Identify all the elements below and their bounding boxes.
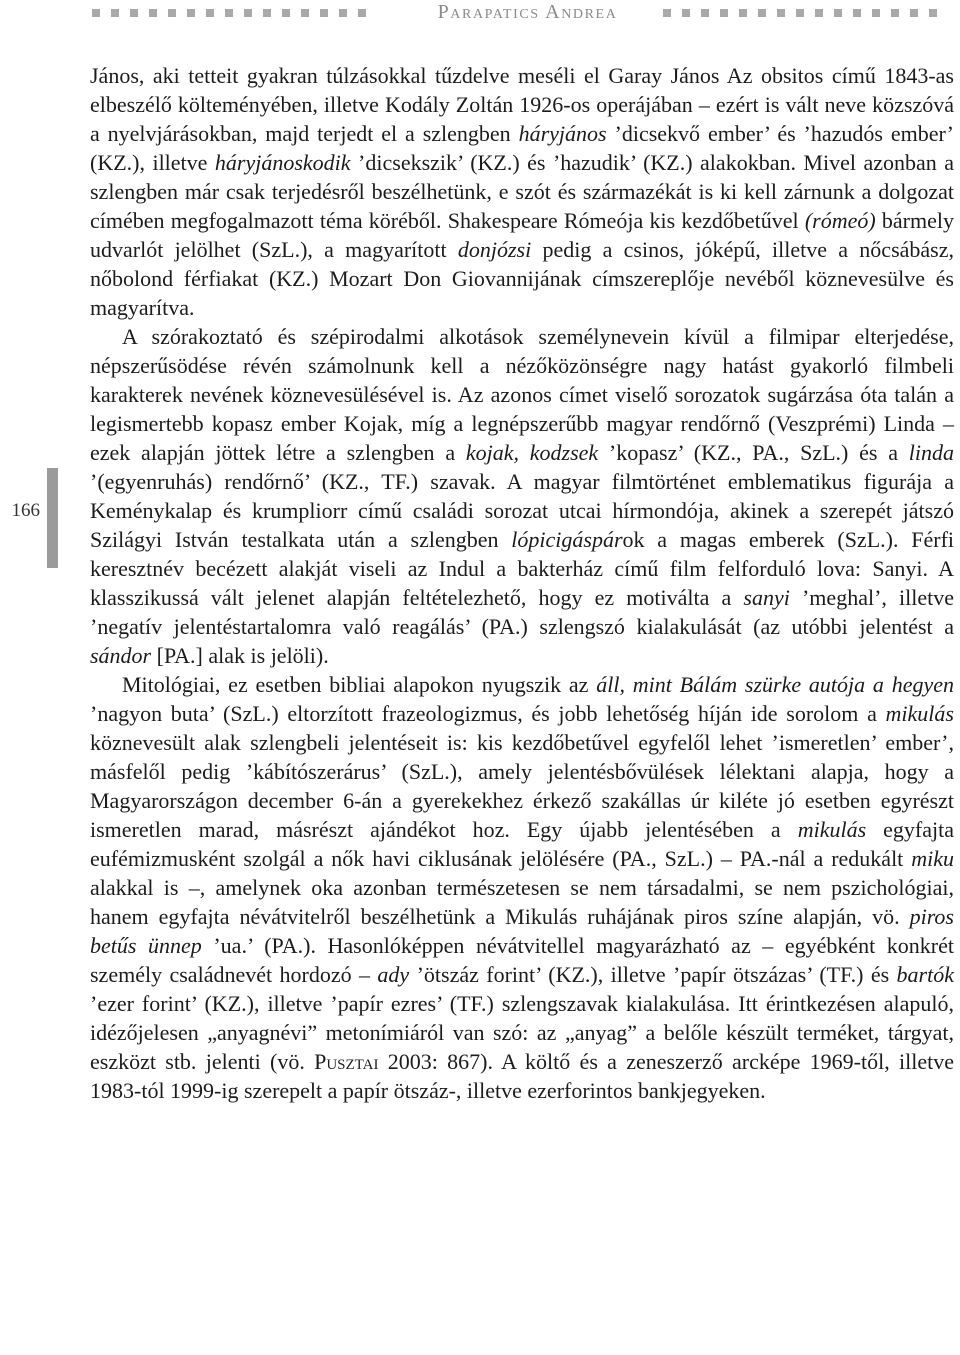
margin-bar (47, 468, 58, 568)
text-run: köznevesült alak szlengbeli jelentéseit is: kis kezdőbetűvel egyfelől lehet ’ismeretlen’ ember’, másfelől pedig ’kábítószerárus’ (SzL.), amely jelentésbővülések lélektani alapja, hogy a Magyarországon december 6-án a gyerekekhez érkező szakállas úr kiléte jó esetben egyrészt ismeretlen marad, másrészt ajándékot hoz. Egy újabb jelentésében a (90, 730, 954, 842)
header-dot (758, 9, 766, 17)
text-run: ’ezer forint’ (KZ.), illetve ’papír ezres’ (TF.) szlengszavak kialakulása. Itt érintkezésen alapuló, idézőjelesen „anyagnévi” metonímiáról van szó: az „anyag” a belőle készült terméket, tárgyat, eszközt stb. jelenti (vö. (90, 991, 954, 1074)
header-dot (796, 9, 804, 17)
text-run: ’(egyenruhás) rendőrnő’ (KZ., TF.) szavak. A magyar filmtörténet emblematikus figurája a Keménykalap és krumpliorr című családi sorozat utcai hírmondója, akinek a szerepét játszó Szilágyi István testalkata után a szlengben (90, 469, 954, 552)
header-dot (168, 9, 176, 17)
header-dot (701, 9, 709, 17)
italic-term: lópicigáspár (511, 527, 623, 552)
text-run: A szórakoztató és szépirodalmi alkotások személynevein kívül a filmipar elterjedése, népszerűsödése révén számolnunk kell a nézőközönségre nagy hatást gyakorló filmbeli karakterek nevének köznevesülésével is. Az azonos címet viselő sorozatok sugárzása óta talán a legismertebb kopasz ember Kojak, míg a legnépszerűbb magyar rendőrnő (Veszprémi) Linda – ezek alapján jöttek létre a szlengben a (90, 324, 954, 465)
header-dot (225, 9, 233, 17)
header-dots-right (663, 9, 937, 17)
text-run: ’ötszáz forint’ (KZ.), illetve ’papír ötszázas’ (TF.) és (409, 962, 897, 987)
italic-term: kojak, kodzsek (465, 440, 599, 465)
italic-term: háryjánoskodik (214, 150, 351, 175)
text-run: ’meghal’, illetve ’negatív jelentéstartalomra való reagálás’ (PA.) szlengszó kialakulását (az utóbbi jelentést a (90, 585, 954, 639)
header-dot (663, 9, 671, 17)
author-citation: Pusztai (314, 1049, 379, 1074)
italic-term: ady (377, 962, 410, 987)
text-run: ’kopasz’ (KZ., PA., SzL.) és a (598, 440, 909, 465)
header-dot (777, 9, 785, 17)
header-dot (358, 9, 366, 17)
page-number: 166 (11, 500, 40, 521)
header-dot (872, 9, 880, 17)
italic-term: miku (911, 846, 954, 871)
header-dot (339, 9, 347, 17)
text-run: ’dicsekvő ember’ és ’hazudós ember’ (KZ.), illetve (90, 121, 954, 175)
text-run: ’nagyon buta’ (SzL.) eltorzított frazeologizmus, és jobb lehetőség híján ide sorolom a (90, 701, 886, 726)
text-run: ’ua.’ (PA.). Hasonlóképpen névátvitellel magyarázható az – egyébként konkrét személy családnevét hordozó – (90, 933, 955, 987)
header-dot (111, 9, 119, 17)
text-run: [PA.] alak is jelöli). (151, 643, 329, 668)
text-run: János, aki tetteit gyakran túlzásokkal tűzdelve meséli el Garay János Az obsitos című 1843-as elbeszélő költeményében, illetve Kodály Zoltán 1926-os operájában – ezért is vált neve közszóvá a nyelvjárásokban, majd terjedt el a szlengben (90, 63, 954, 146)
header-dot (910, 9, 918, 17)
header-dots-left (92, 9, 366, 17)
header-dot (834, 9, 842, 17)
header-dot (320, 9, 328, 17)
header-dot (720, 9, 728, 17)
paragraph (90, 61, 954, 322)
body-text (90, 61, 954, 1105)
header-dot (206, 9, 214, 17)
header-dot (929, 9, 937, 17)
text-run: pedig a csinos, jóképű, illetve a nőcsábász, nőbolond férfiakat (KZ.) Mozart Don Giovannijának címszereplője nevéből köznevesülve és magyarítva. (90, 237, 954, 320)
text-run: Mitológiai, ez esetben bibliai alapokon nyugszik az (122, 672, 597, 697)
italic-term: sanyi (743, 585, 790, 610)
header-dot (187, 9, 195, 17)
text-run: ok a magas emberek (SzL.). Férfi keresztnév becézett alakját viseli az Indul a bakterház című film felforduló lova: Sanyi. A klasszikussá vált jelenet alapján feltételezhető, hogy ez motiválta a (90, 527, 955, 610)
header-dot (244, 9, 252, 17)
paragraph (90, 670, 954, 1105)
italic-term: mikulás (797, 817, 867, 842)
running-header-author: Parapatics Andrea (437, 1, 618, 23)
italic-term: piros betűs ünnep (90, 904, 954, 958)
paragraph (90, 322, 954, 670)
italic-term: áll, mint Bálám szürke autója a hegyen (596, 672, 954, 697)
header-dot (891, 9, 899, 17)
header-dot (282, 9, 290, 17)
text-run: egyfajta eufémizmusként szolgál a nők havi ciklusának jelölésére (PA., SzL.) – PA.-nál a redukált (90, 817, 954, 871)
italic-term: linda (908, 440, 954, 465)
header-dot (92, 9, 100, 17)
italic-term: mikulás (885, 701, 954, 726)
header-dot (682, 9, 690, 17)
italic-term: (rómeó) (804, 208, 876, 233)
italic-term: háryjános (518, 121, 607, 146)
header-dot (853, 9, 861, 17)
text-run: alakkal is –, amelynek oka azonban természetesen se nem társadalmi, se nem pszichológiai, hanem egyfajta névátvitelről beszélhetünk a Mikulás ruhájának piros színe alapján, vö. (90, 875, 954, 929)
header-dot (263, 9, 271, 17)
header-dot (130, 9, 138, 17)
italic-term: donjózsi (457, 237, 532, 262)
text-run: ’dicsekszik’ (KZ.) és ’hazudik’ (KZ.) alakokban. Mivel azonban a szlengben már csak terjedésről beszélhetünk, e szót és származékát is ki kell zárnunk a dolgozat címében megfogalmazott téma köréből. Shakespeare Rómeója kis kezdőbetűvel (90, 150, 954, 233)
running-header (0, 0, 960, 26)
header-dot (815, 9, 823, 17)
italic-term: sándor (90, 643, 152, 668)
header-dot (739, 9, 747, 17)
header-dot (149, 9, 157, 17)
text-run: bármely udvarlót jelölhet (SzL.), a magyarított (90, 208, 954, 262)
header-dot (301, 9, 309, 17)
italic-term: bartók (896, 962, 954, 987)
text-run: 2003: 867). A költő és a zeneszerző arcképe 1969-től, illetve 1983-tól 1999-ig szerepelt a papír ötszáz-, illetve ezerforintos bankjegyeken. (90, 1049, 954, 1103)
